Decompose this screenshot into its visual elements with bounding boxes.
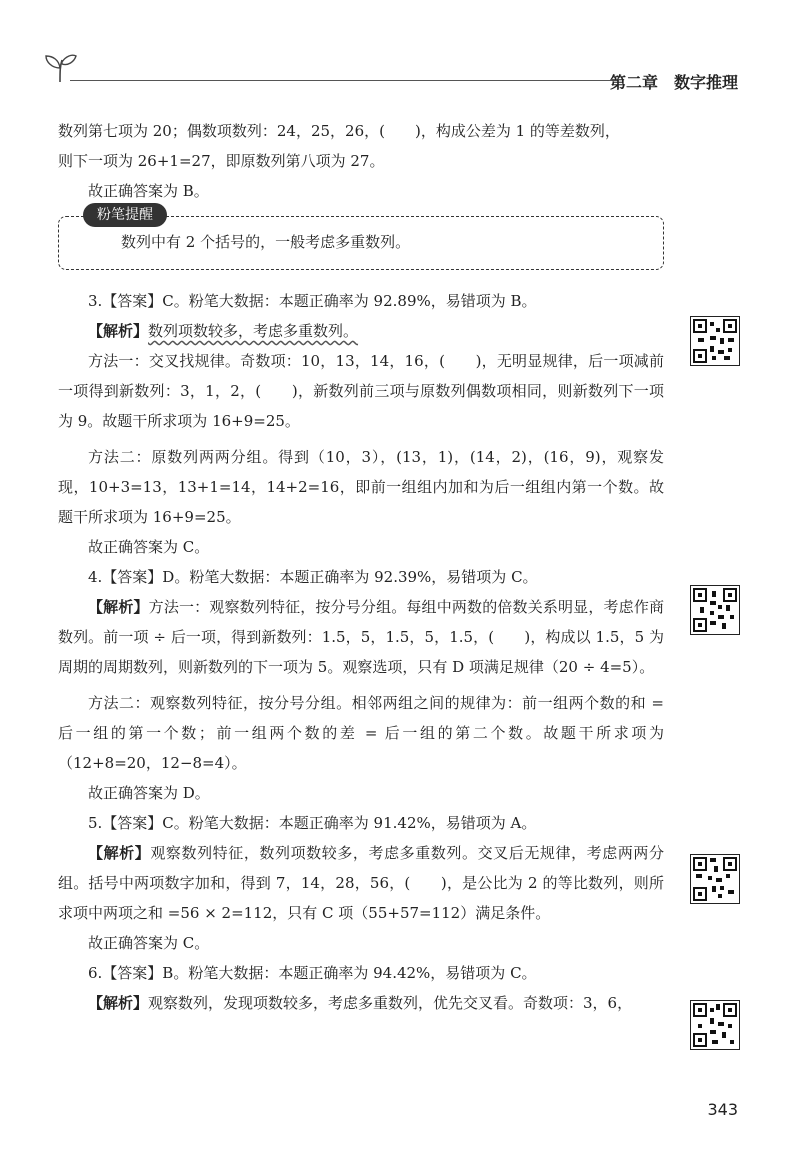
q4-analysis-key: 【解析】 bbox=[88, 598, 149, 616]
q3-analysis-key: 【解析】 bbox=[88, 322, 149, 340]
intro-answer: 故正确答案为 B。 bbox=[88, 182, 209, 200]
qr-code-icon[interactable] bbox=[690, 1000, 740, 1050]
chapter-title: 第二章 数字推理 bbox=[609, 73, 738, 92]
tip-box bbox=[58, 207, 664, 270]
tip-text: 数列中有 2 个括号的，一般考虑多重数列。 bbox=[121, 233, 411, 251]
page-body bbox=[58, 116, 664, 1018]
q3-answer-line: 3.【答案】C。粉笔大数据：本题正确率为 92.89%，易错项为 B。 bbox=[88, 292, 537, 310]
q4-method-1: 方法一：观察数列特征，按分号分组。每组中两数的倍数关系明显，考虑作商数列。前一项 ÷ 后一项，得到新数列：1.5，5，1.5，5，1.5，( )，构成以 1.5，5 为周期的周期数列，则新数列的下一项为 5。观察选项，只有 D 项满足规律（20 ÷ 4=5）。 bbox=[58, 598, 664, 676]
q5-answer: 故正确答案为 C。 bbox=[88, 934, 210, 952]
q3-answer: 故正确答案为 C。 bbox=[88, 538, 210, 556]
sprout-icon bbox=[40, 48, 80, 84]
q6-analysis-key: 【解析】 bbox=[88, 994, 149, 1012]
q4-method-2: 方法二：观察数列特征，按分号分组。相邻两组之间的规律为：前一组两个数的和 = 后一组的第一个数；前一组两个数的差 = 后一组的第二个数。故题干所求项为（12+8=20，12−8=4）。 bbox=[58, 694, 664, 772]
q6-analysis bbox=[58, 988, 664, 1018]
qr-code-icon[interactable] bbox=[690, 316, 740, 366]
header-rule bbox=[70, 80, 618, 81]
q3-analysis bbox=[58, 316, 664, 346]
intro-line-2: 则下一项为 26+1=27，即原数列第八项为 27。 bbox=[58, 152, 385, 170]
tip-tag: 粉笔提醒 bbox=[83, 203, 167, 227]
intro-line-1: 数列第七项为 20；偶数项数列：24，25，26，( )，构成公差为 1 的等差数列， bbox=[58, 122, 620, 140]
q6-analysis-text: 观察数列，发现项数较多，考虑多重数列，优先交叉看。奇数项：3，6， bbox=[148, 994, 633, 1012]
q5-analysis-text: 观察数列特征，数列项数较多，考虑多重数列。交叉后无规律，考虑两两分组。括号中两项数字加和，得到 7，14，28，56，( )，是公比为 2 的等比数列，则所求项中两项之和 =56 × 2=112，只有 C 项（55+57=112）满足条件。 bbox=[58, 844, 664, 922]
q4-answer: 故正确答案为 D。 bbox=[88, 784, 210, 802]
q5-analysis-key: 【解析】 bbox=[88, 844, 151, 862]
qr-code-icon[interactable] bbox=[690, 854, 740, 904]
q5-analysis bbox=[58, 838, 664, 928]
q6-answer-line: 6.【答案】B。粉笔大数据：本题正确率为 94.42%，易错项为 C。 bbox=[88, 964, 537, 982]
q3-method-1: 方法一：交叉找规律。奇数项：10，13，14，16，( )，无明显规律，后一项减前一项得到新数列：3，1，2，( )，新数列前三项与原数列偶数项相同，则新数列下一项为 9。故题干所求项为 16+9=25。 bbox=[58, 352, 664, 430]
q3-analysis-text: 数列项数较多，考虑多重数列。 bbox=[148, 322, 359, 340]
q3-method-2: 方法二：原数列两两分组。得到（10，3），(13，1)，(14，2)，(16，9)，观察发现，10+3=13，13+1=14，14+2=16，即前一组组内加和为后一组组内第一个数。故题干所求项为 16+9=25。 bbox=[58, 448, 664, 526]
qr-code-icon[interactable] bbox=[690, 585, 740, 635]
q4-answer-line: 4.【答案】D。粉笔大数据：本题正确率为 92.39%，易错项为 C。 bbox=[88, 568, 538, 586]
q5-answer-line: 5.【答案】C。粉笔大数据：本题正确率为 91.42%，易错项为 A。 bbox=[88, 814, 537, 832]
page-number: 343 bbox=[707, 1100, 738, 1119]
q4-analysis bbox=[58, 592, 664, 682]
